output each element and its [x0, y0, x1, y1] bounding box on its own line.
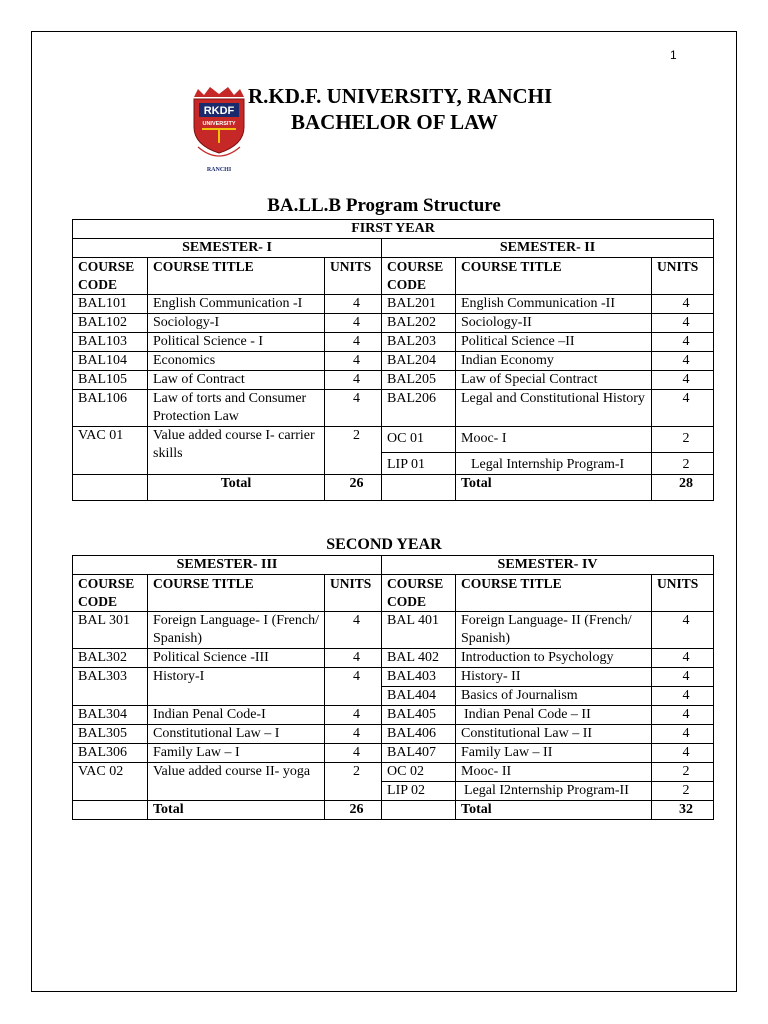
first-year-table [72, 219, 714, 501]
course-units: 4 [652, 390, 714, 427]
course-units: 4 [325, 668, 382, 706]
course-title: Mooc- II [456, 763, 652, 782]
course-units: 2 [652, 763, 714, 782]
page-border [31, 31, 737, 992]
total-units: 28 [652, 475, 714, 501]
table-row [73, 649, 714, 668]
course-units: 4 [652, 687, 714, 706]
col-header-units: UNITS [325, 258, 382, 295]
course-units: 4 [652, 352, 714, 371]
table-row [73, 706, 714, 725]
course-title: Mooc- I [456, 427, 652, 453]
university-name: R.KD.F. UNIVERSITY, RANCHI [248, 84, 553, 108]
course-code: BAL407 [382, 744, 456, 763]
course-units: 2 [325, 427, 382, 475]
course-units: 4 [652, 744, 714, 763]
table-row [73, 295, 714, 314]
course-units: 4 [652, 668, 714, 687]
course-title: Sociology-II [456, 314, 652, 333]
total-units: 26 [325, 475, 382, 501]
course-code: BAL406 [382, 725, 456, 744]
course-code: BAL403 [382, 668, 456, 687]
course-code: BAL404 [382, 687, 456, 706]
course-title: Value added course II- yoga [148, 763, 325, 801]
course-title: Legal Internship Program-I [456, 453, 652, 475]
semester-3-heading: SEMESTER- III [73, 556, 382, 575]
course-units: 4 [652, 612, 714, 649]
course-title: Constitutional Law – II [456, 725, 652, 744]
course-title: Law of Special Contract [456, 371, 652, 390]
course-code: BAL101 [73, 295, 148, 314]
course-code: BAL205 [382, 371, 456, 390]
page-number: 1 [670, 48, 677, 62]
second-year-heading: SECOND YEAR [326, 536, 442, 553]
course-units: 4 [652, 295, 714, 314]
course-units: 4 [652, 371, 714, 390]
table-row [73, 371, 714, 390]
course-title: Economics [148, 352, 325, 371]
course-title: Indian Penal Code – II [456, 706, 652, 725]
course-code: BAL206 [382, 390, 456, 427]
course-title: Political Science –II [456, 333, 652, 352]
course-code: BAL204 [382, 352, 456, 371]
course-title: Introduction to Psychology [456, 649, 652, 668]
course-code: BAL201 [382, 295, 456, 314]
col-header-units: UNITS [652, 575, 714, 612]
course-title: Legal and Constitutional History [456, 390, 652, 427]
course-code: OC 02 [382, 763, 456, 782]
course-code: BAL 301 [73, 612, 148, 649]
course-units: 4 [325, 706, 382, 725]
course-title: History- II [456, 668, 652, 687]
course-units: 4 [325, 612, 382, 649]
course-code: BAL106 [73, 390, 148, 427]
course-code: BAL 401 [382, 612, 456, 649]
course-title: Indian Penal Code-I [148, 706, 325, 725]
table-row [73, 763, 714, 782]
course-code: LIP 02 [382, 782, 456, 801]
course-units: 4 [652, 333, 714, 352]
course-title: Legal I2nternship Program-II [456, 782, 652, 801]
course-title: Sociology-I [148, 314, 325, 333]
course-title: Basics of Journalism [456, 687, 652, 706]
col-header-code: COURSE CODE [382, 258, 456, 295]
col-header-title: COURSE TITLE [456, 575, 652, 612]
course-code: VAC 01 [73, 427, 148, 475]
total-label: Total [456, 475, 652, 501]
total-label: Total [148, 475, 325, 501]
table-row [73, 725, 714, 744]
course-code: BAL104 [73, 352, 148, 371]
total-label: Total [456, 801, 652, 820]
course-units: 4 [325, 333, 382, 352]
course-code: VAC 02 [73, 763, 148, 801]
course-title: Constitutional Law – I [148, 725, 325, 744]
course-title: English Communication -I [148, 295, 325, 314]
course-code: BAL202 [382, 314, 456, 333]
total-label: Total [148, 801, 325, 820]
course-code: OC 01 [382, 427, 456, 453]
col-header-code: COURSE CODE [73, 258, 148, 295]
table-row [73, 612, 714, 649]
total-row [73, 801, 714, 820]
table-row [73, 427, 714, 453]
col-header-code: COURSE CODE [73, 575, 148, 612]
course-title: Foreign Language- II (French/ Spanish) [456, 612, 652, 649]
course-units: 2 [325, 763, 382, 801]
course-code: BAL405 [382, 706, 456, 725]
course-title: Indian Economy [456, 352, 652, 371]
total-row [73, 475, 714, 501]
logo-city: RANCHI [206, 167, 232, 173]
course-units: 4 [325, 649, 382, 668]
total-units: 26 [325, 801, 382, 820]
course-units: 2 [652, 782, 714, 801]
course-code: LIP 01 [382, 453, 456, 475]
course-title: Foreign Language- I (French/ Spanish) [148, 612, 325, 649]
course-units: 4 [325, 352, 382, 371]
course-units: 4 [325, 390, 382, 427]
col-header-units: UNITS [325, 575, 382, 612]
course-code: BAL303 [73, 668, 148, 706]
total-units: 32 [652, 801, 714, 820]
course-code: BAL 402 [382, 649, 456, 668]
table-row [73, 333, 714, 352]
course-units: 4 [325, 314, 382, 333]
logo-subtext: UNIVERSITY [202, 121, 236, 127]
course-code: BAL203 [382, 333, 456, 352]
course-code: BAL305 [73, 725, 148, 744]
course-code: BAL304 [73, 706, 148, 725]
col-header-code: COURSE CODE [382, 575, 456, 612]
table-row [73, 668, 714, 687]
course-code: BAL306 [73, 744, 148, 763]
logo-text: RKDF [203, 105, 235, 117]
course-code: BAL302 [73, 649, 148, 668]
course-units: 4 [325, 371, 382, 390]
university-logo [190, 85, 248, 175]
course-title: Law of torts and Consumer Protection Law [148, 390, 325, 427]
table-row [73, 352, 714, 371]
table-row [73, 314, 714, 333]
course-title: Family Law – II [456, 744, 652, 763]
col-header-title: COURSE TITLE [148, 575, 325, 612]
course-units: 2 [652, 427, 714, 453]
semester-1-heading: SEMESTER- I [73, 239, 382, 258]
table-row [73, 390, 714, 427]
col-header-title: COURSE TITLE [456, 258, 652, 295]
course-units: 4 [652, 649, 714, 668]
course-units: 2 [652, 453, 714, 475]
degree-title: BACHELOR OF LAW [291, 110, 498, 134]
course-title: Political Science -III [148, 649, 325, 668]
first-year-heading: FIRST YEAR [73, 220, 714, 239]
course-title: History-I [148, 668, 325, 706]
semester-2-heading: SEMESTER- II [382, 239, 714, 258]
course-title: English Communication -II [456, 295, 652, 314]
course-title: Family Law – I [148, 744, 325, 763]
course-units: 4 [652, 725, 714, 744]
course-title: Value added course I- carrier skills [148, 427, 325, 475]
course-units: 4 [325, 295, 382, 314]
course-title: Law of Contract [148, 371, 325, 390]
program-title: BA.LL.B Program Structure [267, 195, 501, 216]
second-year-table [72, 555, 714, 820]
course-title: Political Science - I [148, 333, 325, 352]
course-units: 4 [652, 706, 714, 725]
course-units: 4 [325, 725, 382, 744]
col-header-units: UNITS [652, 258, 714, 295]
table-row [73, 744, 714, 763]
col-header-title: COURSE TITLE [148, 258, 325, 295]
course-units: 4 [325, 744, 382, 763]
course-code: BAL102 [73, 314, 148, 333]
course-code: BAL105 [73, 371, 148, 390]
course-code: BAL103 [73, 333, 148, 352]
semester-4-heading: SEMESTER- IV [382, 556, 714, 575]
course-units: 4 [652, 314, 714, 333]
